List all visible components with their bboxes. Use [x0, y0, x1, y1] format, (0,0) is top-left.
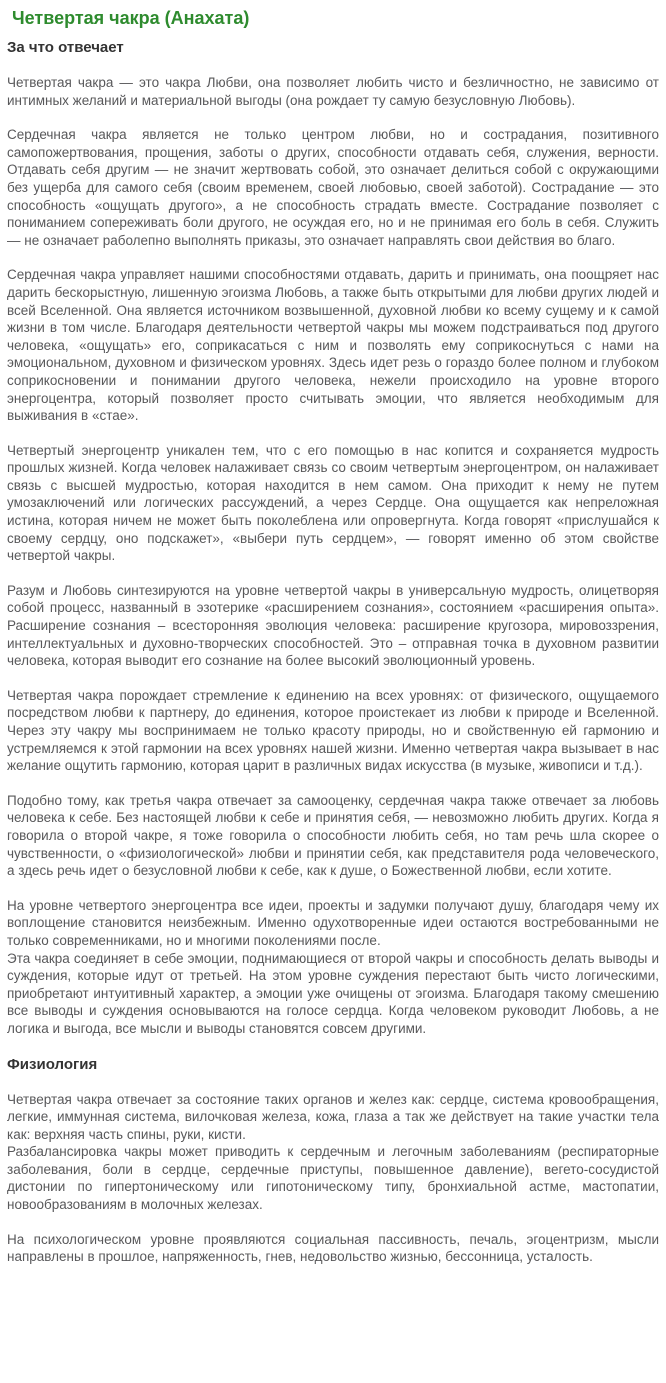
paragraph-unity-harmony: Четвертая чакра порождает стремление к единению на всех уровнях: от физического, ощущаемого посредством любви к партнеру, до единения, которое проистекает из любви к природе и Вселенной. Через эту чакру мы воспринимаем не только красоту природы, но и свойственную ей гармонию и устремляемся к этой гармонии на всех уровнях нашей жизни. Именно четвертая чакра вызывает в нас желание ощутить гармонию, которая царит в различных видах искусства (в музыке, живописи и т.д.).: [7, 687, 659, 774]
paragraph-imbalance-diseases: Разбалансировка чакры может приводить к сердечным и легочным заболеваниям (респираторные заболевания, боли в сердце, сердечные приступы, повышенное давление), вегето-сосудистой дистонии по гипертоническому или гипотоническому типу, бронхиальной астме, мастопатии, новообразованиям в молочных железах.: [7, 1144, 659, 1213]
page-title: Четвертая чакра (Анахата): [12, 8, 250, 28]
paragraph-giving-receiving: Сердечная чакра управляет нашими способностями отдавать, дарить и принимать, она поощряет нас дарить бескорыстную, лишенную эгоизма Любовь, а также быть открытыми для любви других людей и всей Вселенной. Она является источником возвышенной, духовной любви ко всему сущему и к самой жизни в том числе. Благодаря деятельности четвертой чакры мы можем подстраиваться под другого человека, «ощущать» его, соприкасаться с ним и позволять ему соприкоснуться с нами на эмоциональном, духовном и физическом уровнях. Здесь идет резь о гораздо более полном и глубоком соприкосновении и понимании другого человека, нежели происходило на уровне второго энергоцентра, который позволяет просто считывать эмоции, что является необходимым для выживания в «стае».: [7, 267, 659, 424]
paragraph-organs-glands: Четвертая чакра отвечает за состояние таких органов и желез как: сердце, система кровообращения, легкие, иммунная система, вилочковая железа, кожа, глаза а так же действует на такие участки тела как: верхняя часть спины, руки, кисти.: [7, 1091, 659, 1142]
paragraph-mind-love-synthesis: Разум и Любовь синтезируются на уровне четвертой чакры в универсальную мудрость, олицетворяя собой процесс, названный в эзотерике «расширением сознания», состоянием «расширения опыта». Расширение сознания – всесторонняя эволюция человека: расширение кругозора, мировоззрения, интеллектуальных и духовно-творческих способностей. Это – отправная точка в духовном развитии человека, которая выводит его сознание на более высокий эволюционный уровень.: [7, 582, 659, 669]
paragraph-love-definition: Четвертая чакра — это чакра Любви, она позволяет любить чисто и безличностно, не зависимо от интимных желаний и материальной выгоды (она рождает ту самую безусловную Любовь).: [7, 75, 659, 108]
paragraph-self-love: Подобно тому, как третья чакра отвечает за самооценку, сердечная чакра также отвечает за любовь человека к себе. Без настоящей любви к себе и принятия себя, — невозможно любить других. Когда я говорила о второй чакре, я тоже говорила о способности любить себя, но там речь шла скорее о чувственности, о «физиологической» любви и принятии себя, как представителя рода человеческого, а здесь речь идет о безусловной любви к себе, как к душе, о Божественной любви, если хотите.: [7, 792, 659, 879]
paragraph-past-lives-wisdom: Четвертый энергоцентр уникален тем, что с его помощью в нас копится и сохраняется мудрость прошлых жизней. Когда человек налаживает связь со своим четвертым энергоцентром, он налаживает связь с высшей мудростью, которая находится в нем самом. Она приходит к нему не путем умозаключений или логических рассуждений, а через Сердце. Она ощущается как непреложная истина, которая ничем не может быть поколеблена или опровергнута. Когда говорят «прислушайся к своему сердцу, оно подскажет», «выбери путь сердцем», — говорят именно об этом свойстве четвертой чакры.: [7, 442, 659, 564]
paragraph-psychological-level: На психологическом уровне проявляются социальная пассивность, печаль, эгоцентризм, мысли направлены в прошлое, напряженность, гнев, недовольство жизнью, бессонница, усталость.: [7, 1231, 659, 1265]
paragraph-compassion: Сердечная чакра является не только центром любви, но и сострадания, позитивного самопожертвования, прощения, заботы о других, способности отдавать себя, служения, верности. Отдавать себя другим — не значит жертвовать собой, это означает делиться собой с окружающими без ущерба для самого себя (своим временем, своей любовью, своей заботой). Сострадание — это способность «ощущать другого», а не способность страдать вместе. Сострадание позволяет с пониманием сопереживать боли другого, не осуждая его, но и не принимая его боль в себя. Служить — не означает раболепно выполнять приказы, это означает направлять свои действия во благо.: [7, 127, 659, 248]
section-heading-responsibilities: За что отвечает: [7, 39, 124, 56]
section-heading-physiology: Физиология: [7, 1055, 98, 1073]
paragraph-emotions-judgments: Эта чакра соединяет в себе эмоции, поднимающиеся от второй чакры и способность делать выводы и суждения, которые идут от третьей. На этом уровне суждения перестают быть чисто логическими, приобретают интуитивный характер, а эмоции уже очищены от эгоизма. Благодаря такому смешению все выводы и суждения основываются на голосе сердца. Когда человеком руководит Любовь, а не логика и выгода, все мысли и выводы становятся совсем другими.: [7, 950, 659, 1036]
paragraph-ideas-soul: На уровне четвертого энергоцентра все идеи, проекты и задумки получают душу, благодаря чему их воплощение становится неизбежным. Именно одухотворенные идеи остаются востребованными не только современниками, но и многими поколениями после.: [7, 897, 659, 948]
